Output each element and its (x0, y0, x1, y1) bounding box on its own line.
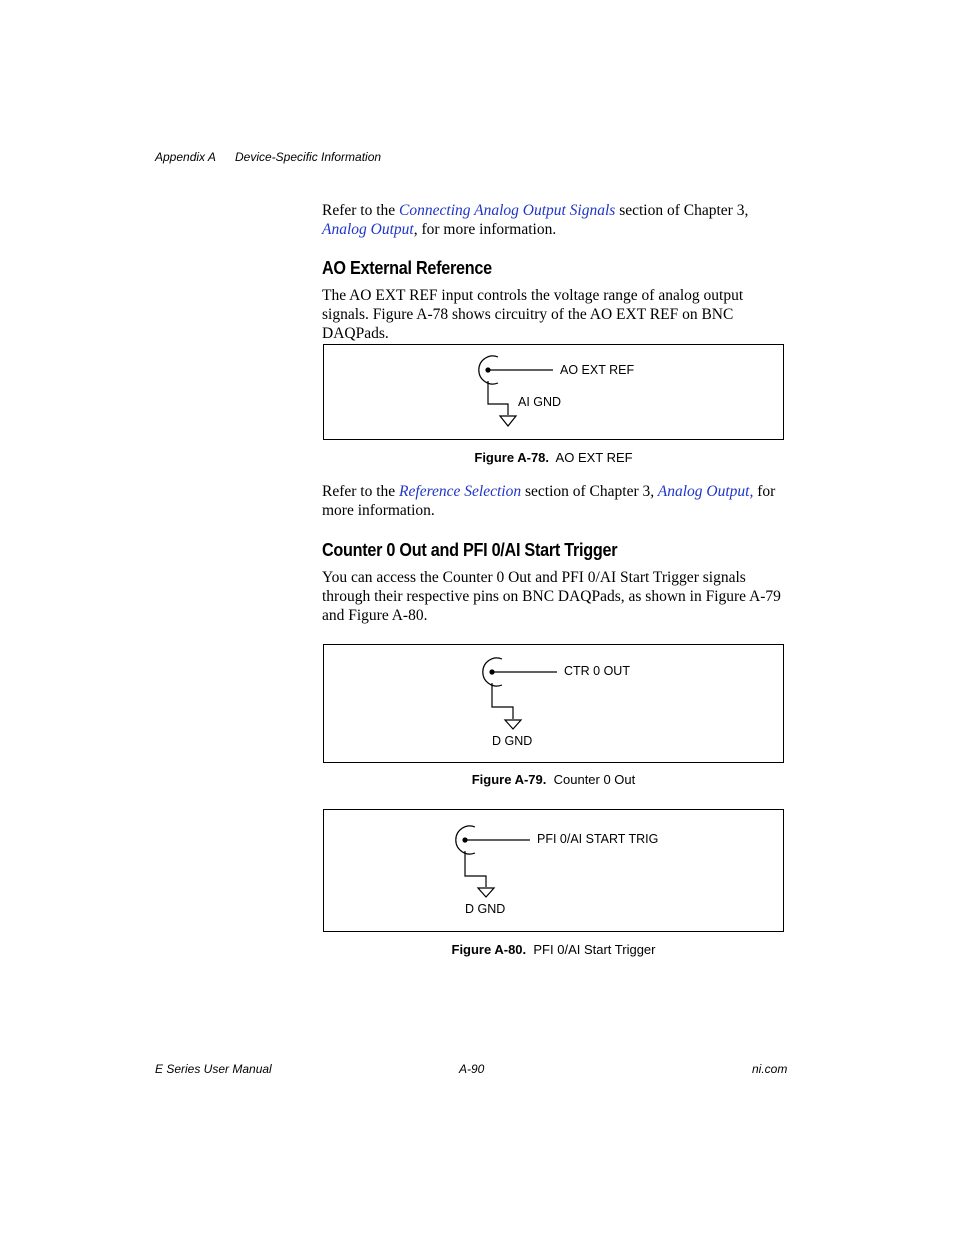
ground-icon (500, 416, 516, 426)
bnc-connector-diagram (324, 645, 785, 764)
ground-wire (492, 683, 513, 719)
link-reference-selection[interactable]: Reference Selection (399, 483, 522, 500)
footer-page-number: A-90 (459, 1062, 485, 1076)
caption-label: Figure A-80. (451, 942, 527, 957)
text: section of Chapter 3 (521, 483, 651, 500)
link-analog-output[interactable]: Analog Output, (657, 483, 754, 500)
figure-a78-caption (323, 450, 784, 465)
figure-a78-box (323, 344, 784, 440)
link-connecting-analog-output-signals[interactable]: Connecting Analog Output Signals (399, 202, 616, 219)
figure-a80-box (323, 809, 784, 932)
footer-manual-title: E Series User Manual (155, 1062, 272, 1076)
header-section: Device-Specific Information (235, 150, 382, 164)
ground-label: D GND (492, 734, 533, 748)
text: , for more information. (413, 221, 557, 238)
text: , (650, 483, 658, 500)
ground-icon (505, 720, 521, 729)
caption-text: PFI 0/AI Start Trigger (533, 942, 656, 957)
section2-body: You can access the Counter 0 Out and PFI 0/AI Start Trigger signals through their respective pins on BNC DAQPads, as shown in Figure A-79 and Figure A-80. (322, 569, 781, 624)
intro-paragraph (322, 201, 792, 239)
caption-label: Figure A-78. (474, 450, 550, 465)
figure-a79-caption (323, 772, 784, 787)
text: for more information. (322, 483, 776, 519)
text: section of Chapter 3, (615, 202, 749, 219)
caption-text: AO EXT REF (555, 450, 633, 465)
ground-icon (478, 888, 494, 897)
reference-paragraph (322, 482, 792, 520)
section1-body: The AO EXT REF input controls the voltage range of analog output signals. Figure A-78 shows circuitry of the AO EXT REF on BNC DAQPads. (322, 287, 744, 342)
bnc-connector-diagram (324, 810, 785, 933)
text: Refer to the (322, 483, 400, 500)
caption-label: Figure A-79. (471, 772, 547, 787)
caption-text: Counter 0 Out (553, 772, 636, 787)
section-heading-ao-external-reference: AO External Reference (322, 258, 492, 278)
ground-wire (465, 851, 486, 887)
link-analog-output[interactable]: Analog Output (322, 221, 414, 238)
signal-label: PFI 0/AI START TRIG (537, 832, 659, 846)
text: Refer to the (322, 202, 400, 219)
ground-label: AI GND (518, 395, 562, 409)
signal-label: CTR 0 OUT (564, 664, 630, 678)
section-heading-counter-0-out: Counter 0 Out and PFI 0/AI Start Trigger (322, 540, 618, 560)
ground-wire (488, 381, 508, 415)
ground-label: D GND (465, 902, 506, 916)
figure-a80-caption (323, 942, 784, 957)
bnc-connector-diagram (324, 345, 785, 441)
figure-a79-box (323, 644, 784, 763)
header-appendix: Appendix A (155, 150, 216, 164)
signal-label: AO EXT REF (560, 363, 635, 377)
footer-website[interactable]: ni.com (752, 1062, 788, 1076)
